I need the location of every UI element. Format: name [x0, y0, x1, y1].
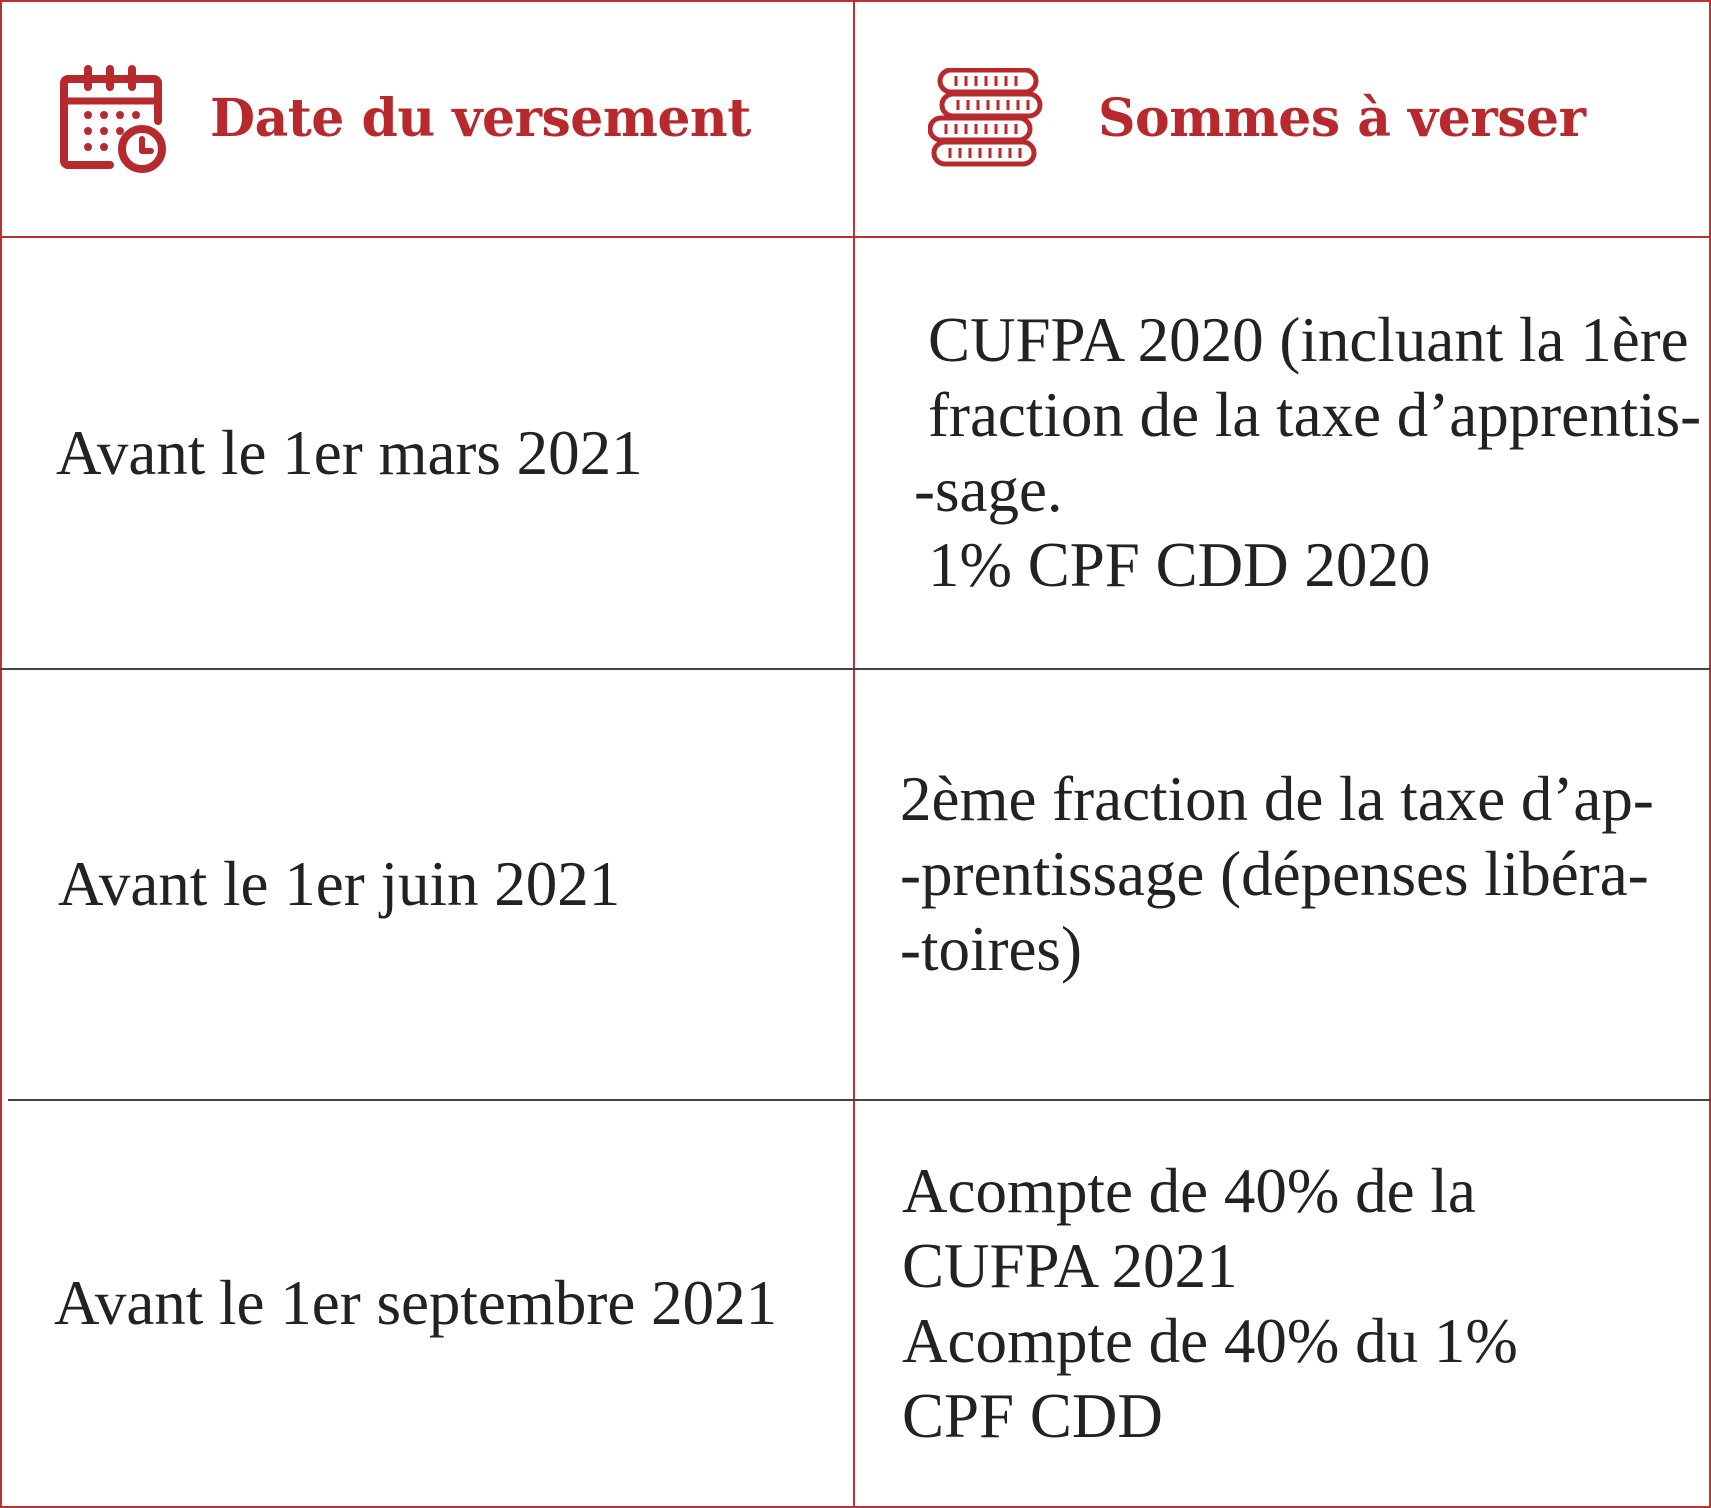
- table-border-left: [0, 0, 2, 1508]
- amount-line: CPF CDD: [902, 1380, 1163, 1451]
- amount-line: Acompte de 40% de la: [902, 1155, 1476, 1226]
- row-3-date-cell: [54, 1101, 848, 1506]
- row-1-date-cell: [56, 238, 846, 668]
- date-column-title: Date du versement: [210, 87, 751, 149]
- row-date: Avant le 1er juin 2021: [58, 849, 621, 919]
- header-date-cell: [58, 0, 848, 236]
- amount-line: -prentissage (dépenses libéra-: [900, 839, 1649, 909]
- amount-line: CUFPA 2020 (incluant la 1ère: [928, 305, 1689, 375]
- calendar-clock-icon: [58, 63, 170, 175]
- amount-line: -sage.: [914, 455, 1063, 525]
- row-date: Avant le 1er septembre 2021: [54, 1268, 778, 1338]
- row-1-amount-cell: [914, 238, 1706, 668]
- coin-stack-icon: [928, 68, 1044, 168]
- amount-line: -toires): [900, 914, 1082, 984]
- amount-line: CUFPA 2021: [902, 1230, 1238, 1301]
- row-2-amount-cell: [900, 670, 1706, 1099]
- row-2-date-cell: [58, 670, 848, 1099]
- amount-line: 1% CPF CDD 2020: [928, 530, 1431, 600]
- row-date: Avant le 1er mars 2021: [56, 417, 643, 488]
- row-amount-text: [902, 1154, 1518, 1454]
- amount-line: Acompte de 40% du 1%: [902, 1305, 1518, 1376]
- amount-line: 2ème fraction de la taxe d’ap-: [900, 764, 1654, 834]
- row-3-amount-cell: [902, 1101, 1706, 1506]
- amount-line: fraction de la taxe d’apprentis-: [928, 380, 1702, 450]
- column-divider: [853, 0, 855, 1508]
- row-amount-text: [914, 303, 1702, 603]
- amount-column-title: Sommes à verser: [1098, 87, 1586, 149]
- row-amount-text: [900, 762, 1654, 987]
- header-amount-cell: [928, 0, 1708, 236]
